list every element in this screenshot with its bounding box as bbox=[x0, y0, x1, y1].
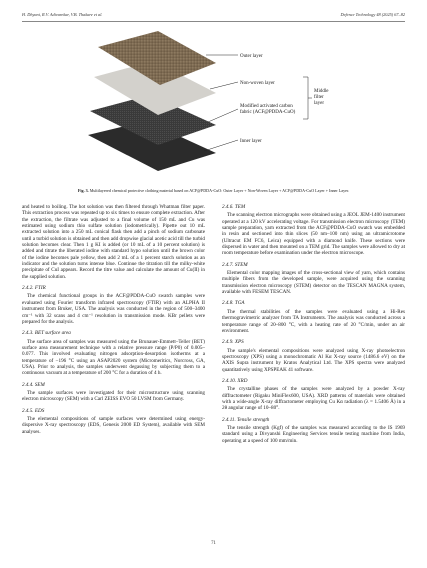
middle-layer-brace bbox=[303, 77, 312, 119]
section-heading-sem: 2.4.4. SEM bbox=[22, 381, 45, 388]
paragraph: The chemical functional groups in the ACF@PDDA-CuO swatch samples were evaluated using Fourier transform infrared spectroscopy (FTIR) with an ALPHA II instrument from Bruker, USA. The analysis was conducted in the region of 500–3400 cm⁻¹ with 32 scans and 4 cm⁻¹ resolution in transmission mode. KBr pellets were prepared for the analysis. bbox=[22, 293, 205, 325]
paragraph: The sample surfaces were investigated for their microstructure using scanning electron microscopy (SEM) with a Carl ZEISS EVO 50 LVSM from Germany. bbox=[22, 389, 205, 403]
section-heading-tem: 2.4.6. TEM bbox=[222, 204, 246, 210]
label-middle-1: Middle bbox=[314, 89, 329, 94]
paragraph: The tensile strength (Kgf) of the samples was measured according to the IS 1969 standard using a Divyanshi Engineering Services tensile testing machine from India, operating at a speed of 100 mm/min. bbox=[222, 424, 405, 444]
paragraph: The crystalline phases of the samples were analyzed by a powder X-ray diffractometer (Rigaku MiniFlex600, USA). XRD patterns of materials were obtained with a wide-angle X-ray diffractometer employing Cu Kα radiation (λ = 1.5406 Å) in a 2θ angular range of 10–80°. bbox=[222, 386, 405, 412]
running-header-journal: Defence Technology 48 (2025) 67–82 bbox=[340, 12, 405, 17]
figure-caption bbox=[22, 188, 405, 193]
section-heading-eds: 2.4.5. EDS bbox=[22, 407, 45, 414]
running-header-authors: H. Dhyani, R.V. Adivarekar, V.B. Thakare et al. bbox=[22, 12, 103, 17]
paragraph: The scanning electron micrographs were obtained using a JEOL JEM-1400 instrument operated at a 120 kV accelerating voltage. For transmission electron microscopy (TEM) sample preparation, yarn extracted from the ACF@PDDA-CuO swatch was embedded in resin and sectioned into thin slices (50 nm–100 nm) using an ultramicrotome (Ultracut EM FC6, Leica) equipped with a diamond knife. These sections were dispersed in water and then mounted on a TEM grid. The samples were allowed to dry at room temperature before examination under the electron microscope. bbox=[222, 212, 405, 257]
section-heading-ftir: 2.4.2. FTIR bbox=[22, 285, 46, 292]
label-modified-acf-line2: fabric (ACF@PDDA-CuO) bbox=[240, 110, 296, 115]
paragraph: The thermal stabilities of the samples were evaluated using a Hi-Res thermogravimetric analyzer from TA Instruments. The analysis was conducted across a temperature range of 20–800 °C, with a heating rate of 20 °C/min, under an air environment. bbox=[222, 308, 405, 334]
header-rule bbox=[22, 21, 405, 22]
label-nonwoven-layer: Non-woven layer bbox=[240, 81, 275, 86]
left-column bbox=[22, 204, 205, 435]
label-modified-acf-line1: Modified activated carbon bbox=[240, 104, 293, 109]
paragraph: The surface area of samples was measured using the Brunauer-Emmett–Teller (BET) surface area measurement technique with a relative pressure range (P/P0) of 0.005–0.077. This involved evaluating nitrogen adsorption-desorption isotherms at a temperature of −196 °C using an ASAP2020 system (Micromeritics, Norcross, GA, USA). Prior to analysis, the samples underwent degassing by subjecting them to a continuous vacuum at a temperature of 200 °C for a duration of 4 h. bbox=[22, 338, 205, 377]
page-number: 71 bbox=[211, 541, 216, 546]
layered-fabric-figure bbox=[0, 25, 427, 185]
label-outer-layer: Outer layer bbox=[240, 54, 263, 59]
paragraph: Elemental color mapping images of the cross-sectional view of yarn, which contains multiple fibers from the developed sample, were acquired using the scanning transmission electron microscopy (STEM) detector on the TESCAN MAGNA system, available with FESEM TESCAN. bbox=[222, 270, 405, 296]
section-heading-xrd: 2.4.10. XRD bbox=[222, 377, 248, 384]
section-heading-bet: 2.4.3. BET surface area bbox=[22, 330, 71, 337]
right-column bbox=[222, 204, 405, 444]
paragraph: The elemental compositions of sample surfaces were determined using energy-dispersive X-ray spectroscopy (EDS, Genesis 2000 ED System), available with SEM analyses. bbox=[22, 415, 205, 435]
caption-label: Fig. 3. bbox=[77, 188, 89, 193]
paragraph: and heated to boiling. The hot solution was then filtered through Whatman filter paper. This extraction process was repeated up to six times to ensure complete extraction. After the extraction, the filtrate was adjusted to a final volume of 150 mL and Cu was estimated using sodium thio sulfate solution (iodometrically). Pipette out 10 mL extracted solution into a 250 mL conical flask then add a pinch of sodium carbonate until a turbid solution is obtained and then add dropwise glacial acetic acid till the turbid solution becomes clear. Then 1 g KI is added (or 10 mL of a 10 percent solution) is added and titrate the liberated iodine with standard hypo solution until the brown color of the iodine becomes pale yellow, then add 2 mL of a 1 percent starch solution as an indicator and the solution turns intense blue. Continue the titration till the milky-white precipitate of CuI appears. Record the titre value and calculate the amount of Cu(II) in the supplied solution. bbox=[22, 204, 205, 280]
section-heading-tga: 2.4.8. TGA bbox=[222, 300, 245, 307]
label-inner-layer: Inner layer bbox=[240, 139, 262, 144]
section-heading-stem: 2.4.7. STEM bbox=[222, 261, 248, 268]
section-heading-xps: 2.4.9. XPS bbox=[222, 339, 244, 346]
caption-text: Multilayered chemical protective clothing material based on ACF@PDDA-CuO: Outer Layer + Non-Woven Layer + ACF@PDDA-CuO Layer + Inner Layer. bbox=[89, 188, 350, 193]
paragraph: The sample's elemental compositions were analyzed using X-ray photoelectron spectroscopy (XPS) using a monochromatic Al Kα X-ray source (1486.6 eV) on the AXIS Supra instrument by Kratos Analytical Ltd. The XPS spectra were analyzed quantitatively using XPSPEAK 41 software. bbox=[222, 347, 405, 373]
label-middle-3: layer bbox=[314, 101, 324, 106]
section-heading-tensile: 2.4.11. Tensile strength bbox=[222, 416, 270, 423]
label-middle-2: filter bbox=[314, 95, 324, 100]
